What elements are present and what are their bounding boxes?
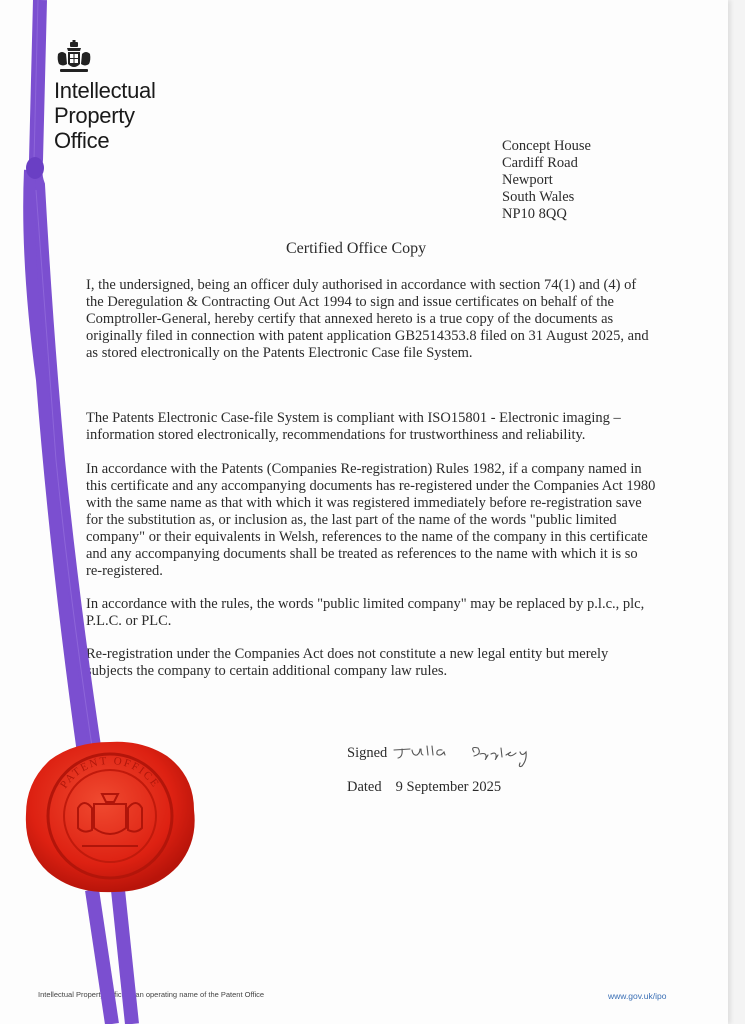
logo-line: Office — [54, 128, 110, 153]
address-line: NP10 8QQ — [502, 206, 567, 222]
legal-entity-paragraph: Re-registration under the Companies Act does not constitute a new legal entity but merely subjects the company to certain additional company law rules. — [86, 646, 609, 679]
logo-line: Intellectual — [54, 78, 156, 103]
footer-website-link[interactable]: www.gov.uk/ipo — [608, 991, 667, 1001]
document-title: Certified Office Copy — [286, 240, 427, 257]
office-address — [502, 138, 591, 223]
certification-paragraph: I, the undersigned, being an officer duly authorised in accordance with section 74(1) and (4) of the Deregulation & Contracting Out Act 1994 to sign and issue certificates on behalf of the Comptroller-General, hereby certify that annexed hereto is a true copy of the documents as originally filed in connection with patent application GB2514353.8 filed on 31 August 2025, and as stored electronically on the Patents Electronic Case file System. — [86, 277, 649, 361]
address-line: Cardiff Road — [502, 155, 578, 171]
dated-value: 9 September 2025 — [395, 779, 502, 795]
royal-crest-icon — [56, 40, 92, 76]
address-line: Concept House — [502, 138, 591, 154]
compliance-paragraph: The Patents Electronic Case-file System is compliant with ISO15801 - Electronic imaging – information stored electronically, recommendations for trustworthiness and reliability. — [86, 410, 621, 443]
seal-text: PATENT OFFICE — [58, 754, 162, 791]
re-registration-paragraph: In accordance with the Patents (Companies Re-registration) Rules 1982, if a company named in this certificate and any accompanying documents has re-registered under the Companies Act 1980 with the same name as that with which it was registered immediately before re-registration save for the substitution as, or inclusion as, the last part of the name of the words "public limited company" or their equivalents in Welsh, references to the name of the company in this certificate and any accompanying documents shall be treated as references to the name with which it is so re-registered. — [86, 461, 656, 579]
address-line: Newport — [502, 172, 553, 188]
handwritten-signature — [390, 740, 560, 780]
wax-seal — [22, 738, 198, 894]
logo-line: Property — [54, 103, 135, 128]
signed-label: Signed — [347, 745, 388, 761]
address-line: South Wales — [502, 189, 575, 205]
plc-rules-paragraph: In accordance with the rules, the words "public limited company" may be replaced by p.l.c., plc, P.L.C. or PLC. — [86, 596, 645, 629]
dated-line — [347, 779, 501, 796]
footer-note: Intellectual Property Office is an operating name of the Patent Office — [38, 990, 265, 999]
dated-label: Dated — [347, 779, 382, 795]
